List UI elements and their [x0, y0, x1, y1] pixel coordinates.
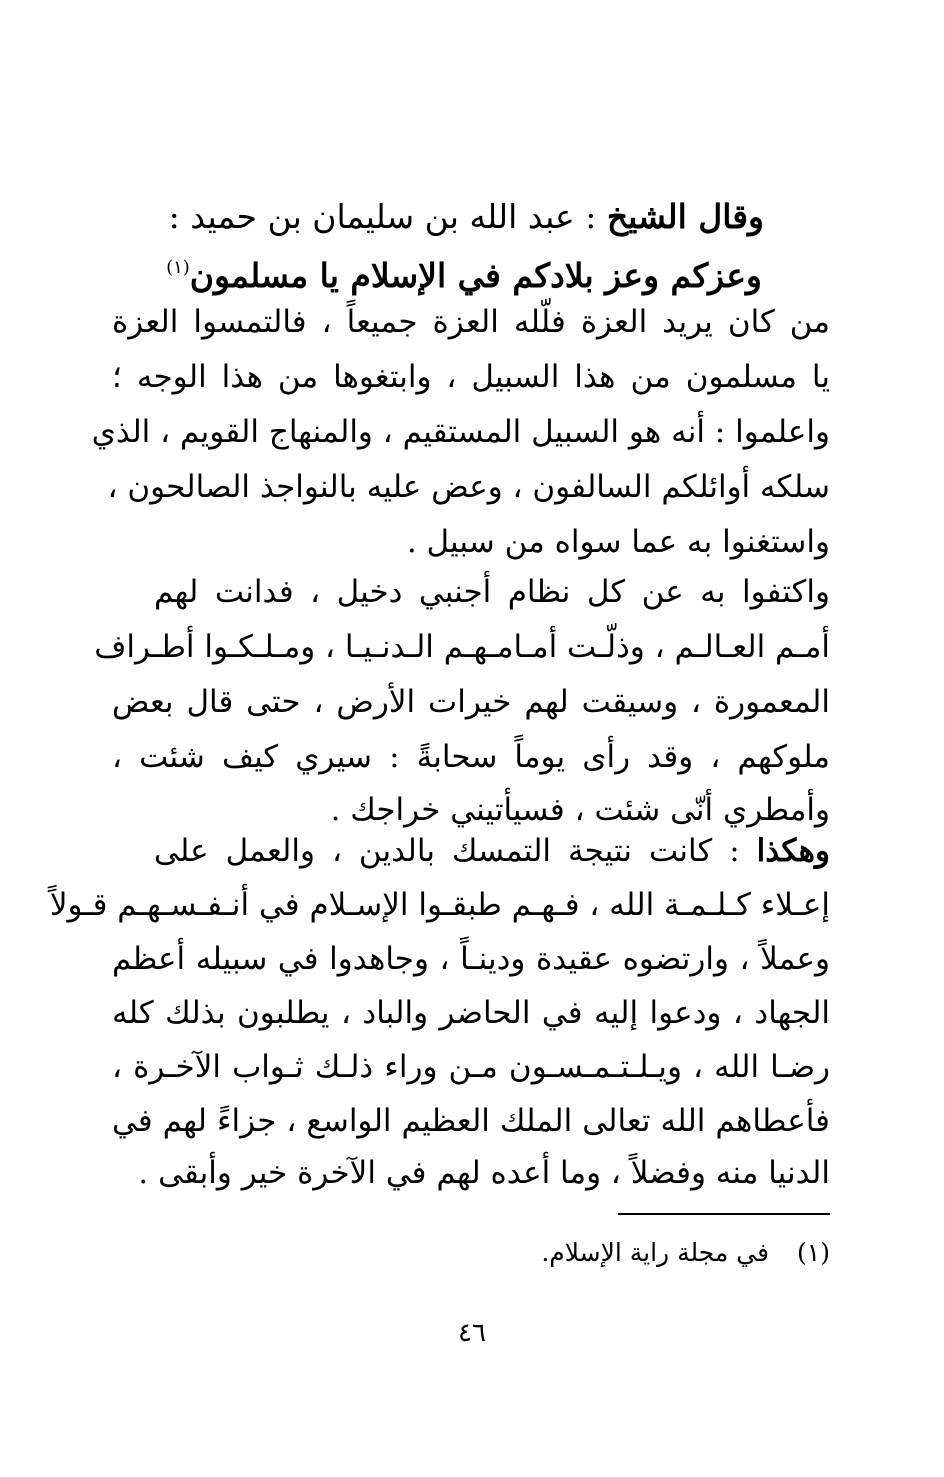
footnote [541, 1236, 830, 1270]
body-line-11: وهكذا : كانت نتيجة التمسك بالدين ، والعمل على [154, 833, 830, 869]
body-line-17: الدنيا منه وفضلاً ، وما أعده لهم في الآخرة خير وأبقى . [138, 1155, 830, 1191]
body-line-8: المعمورة ، وسيقت لهم خيرات الأرض ، حتى قال بعض [112, 684, 830, 720]
body-line-15: رضـا الله ، ويـلـتـمـسـون مـن وراء ذلـك ثـواب الآخـرة ، [112, 1049, 830, 1085]
body-line-16: فأعطاهم الله تعالى الملك العظيم الواسع ، جزاءً لهم في [112, 1103, 830, 1139]
body-line-3: واعلموا : أنه هو السبيل المستقيم ، والمنهاج القويم ، الذي [91, 414, 830, 450]
title-footnote-mark: (١) [166, 257, 190, 278]
body-line-14: الجهاد ، ودعوا إليه في الحاضر والباد ، يطلبون بذلك كله [112, 995, 830, 1031]
body-line-5: واستغنوا به عما سواه من سبيل . [406, 524, 830, 560]
page-number: ٤٦ [458, 1318, 486, 1348]
article-title [166, 248, 762, 296]
body-line-12: إعـلاء كـلـمـة الله ، فـهـم طبقـوا الإسـلام في أنـفـسـهـم قـولاً [49, 887, 830, 923]
body-line-1: من كان يريد العزة فلّله العزة جميعاً ، فالتمسوا العزة [112, 304, 830, 340]
body-lead-word: وهكذا [756, 833, 830, 869]
body-line-9: ملوكهم ، وقد رأى يوماً سحابةً : سيري كيف شئت ، [112, 739, 830, 775]
body-line-2: يا مسلمون من هذا السبيل ، وابتغوها من هذا الوجه ؛ [112, 359, 830, 395]
body-line-4: سلكه أوائلكم السالفون ، وعض عليه بالنواجذ الصالحون ، [107, 469, 830, 505]
article-title-text: وعزكم وعز بلادكم في الإسلام يا مسلمون [189, 256, 762, 295]
footnote-text: في مجلة راية الإسلام. [541, 1238, 770, 1267]
body-line-6: واكتفوا به عن كل نظام أجنبي دخيل ، فدانت لهم [154, 574, 830, 610]
body-line-13: وعملاً ، وارتضوه عقيدة ودينـاً ، وجاهدوا في سبيله أعظم [112, 941, 830, 977]
body-line-7: أمـم العـالـم ، وذلّـت أمـامـهـم الـدنـيـا ، ومـلـكـوا أطـراف [94, 629, 830, 665]
speaker-line [169, 197, 764, 237]
body-line-10: وأمطري أنّى شئت ، فسيأتيني خراجك . [330, 792, 830, 828]
speaker-label: وقال الشيخ [606, 197, 764, 236]
footnote-separator [618, 1213, 830, 1215]
footnote-number: (١) [797, 1238, 830, 1267]
speaker-name: : عبد الله بن سليمان بن حميد : [168, 197, 607, 236]
